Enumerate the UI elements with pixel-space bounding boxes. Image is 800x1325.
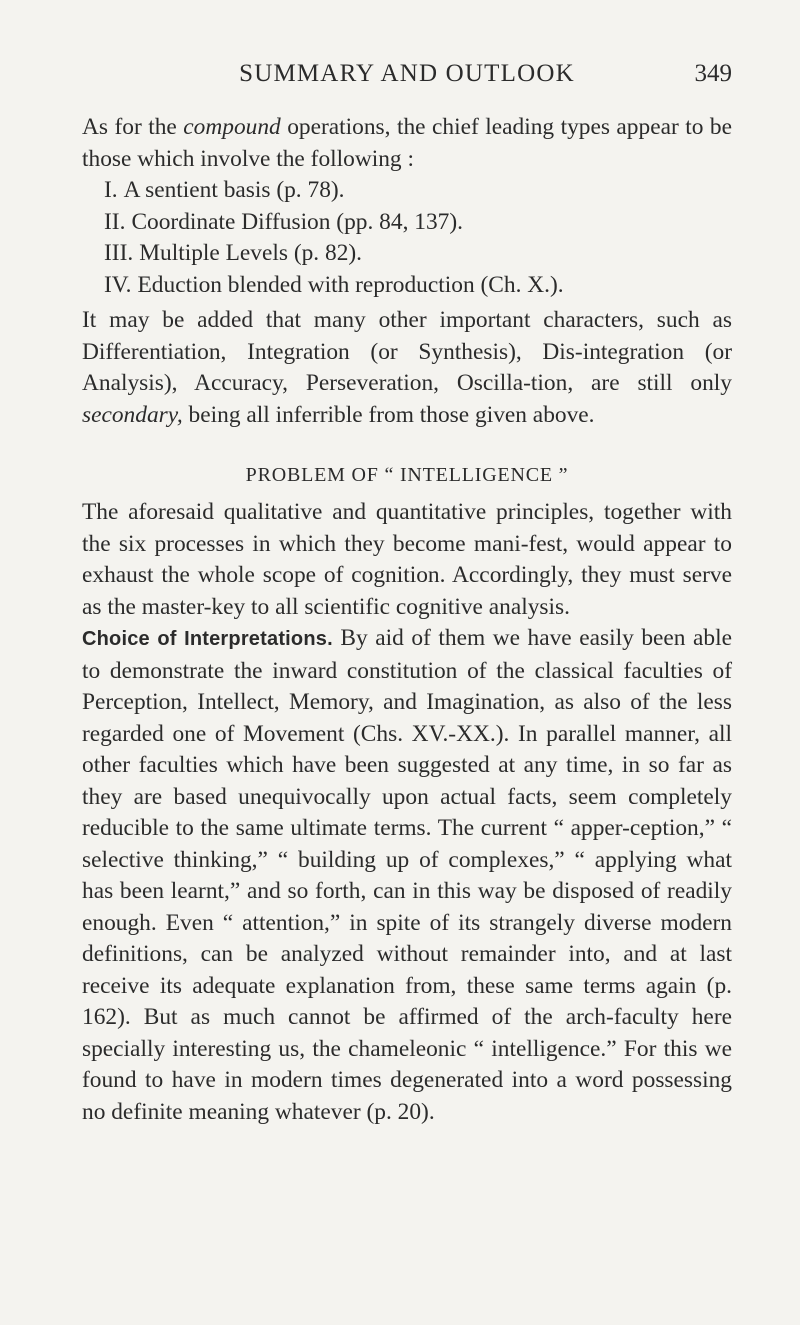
list-item-text: Eduction blended with reproduction (Ch. X.).	[137, 271, 564, 298]
interpretations-text: By aid of them we have easily been able to demonstrate the inward constitution of the classical faculties of Perception, Intellect, Memory, and Imagination, as also of the less regarded one of Movement (Chs. XV.-XX.). In parallel manner, all other faculties which have been suggested at any time, in so far as they are based unequivocally upon actual facts, seem completely reducible to the same ultimate terms. The current “ apper-ception,” “ selective thinking,” “ building up of complexes,” “ applying what has been learnt,” and so forth, can in this way be disposed of readily enough. Even “ attention,” in spite of its strangely diverse modern definitions, can be analyzed without remainder into, and at last receive its adequate explanation from, these same terms again (p. 162). But as much cannot be affirmed of the arch-faculty here specially interesting us, the chameleonic “ intelligence.” For this we found to have in modern times degenerated into a word possessing no definite meaning whatever (p. 20).	[82, 625, 732, 1125]
page-number: 349	[694, 60, 732, 87]
list-item	[82, 270, 732, 302]
list-item-number: I.	[104, 177, 118, 203]
list-item-text: Multiple Levels (p. 82).	[139, 240, 363, 266]
para2-text-before: It may be added that many other important characters, such as Differentiation, Integration (or Synthesis), Dis-integration (or Analysis), Accuracy, Perseveration, Oscilla-tion, are still only	[82, 307, 732, 396]
side-heading: Choice of Interpretations.	[82, 628, 333, 650]
list-item-number: II.	[104, 208, 126, 235]
interpretations-paragraph	[82, 623, 732, 1128]
book-page	[82, 56, 732, 1128]
intro-text-after: operations, the chief leading types appear to be those which involve the following :	[82, 114, 732, 172]
intro-emphasis: compound	[183, 114, 281, 140]
list-item-text: Coordinate Diffusion (pp. 84, 137).	[131, 208, 463, 235]
leading-types-list	[82, 175, 732, 301]
para2-text-after: being all inferrible from those given above.	[182, 401, 595, 428]
list-item-text: A sentient basis (p. 78).	[123, 177, 345, 203]
list-item	[82, 207, 732, 239]
list-item-number: III.	[104, 240, 134, 266]
running-head	[82, 56, 732, 90]
intro-paragraph	[82, 112, 732, 175]
list-item	[82, 175, 732, 207]
intro-text-before: As for the	[82, 114, 184, 140]
running-title: SUMMARY AND OUTLOOK	[239, 60, 575, 87]
secondary-characters-paragraph	[82, 305, 732, 431]
principles-paragraph: The aforesaid qualitative and quantitative principles, together with the six processes in which they become mani-fest, would appear to exhaust the whole scope of cognition. Accordingly, they must serve as the master-key to all scientific cognitive analysis.	[82, 499, 732, 620]
list-item	[82, 238, 732, 270]
section-heading: PROBLEM OF “ INTELLIGENCE ”	[245, 464, 569, 486]
para2-emphasis: secondary,	[82, 401, 183, 428]
list-item-number: IV.	[104, 271, 132, 298]
